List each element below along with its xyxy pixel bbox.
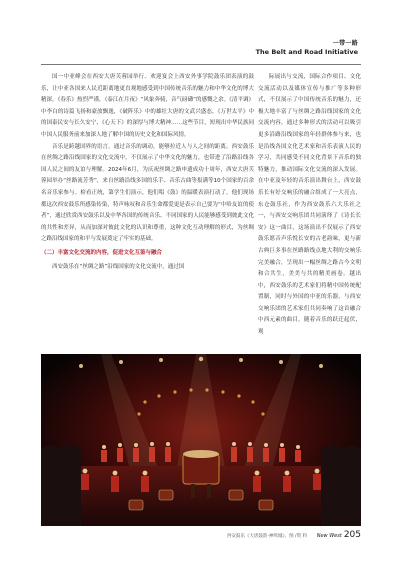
left-paragraph-2: 音乐是跨越国界的语言，通过音乐的调动，能够拉近人与人之间的距离。西安鼓乐在丝绸之路沿线国家的文化交流中，不仅展示了中华文化的魅力，也带进了沿路沿线各国人民之间的友谊与理解。2024年6月，为庆祝丝绸之路申遗成功十周年，西安大唐芙蓉园举办“丝路流芳秀”，来自丝路沿线多国的乐手、音乐古曲等报满等10个国家的百余名音乐家参与。检看正统，第学生们演示，他们唱《鼓》的温暖表演打动了。他们现场都这次西安鼓乐所感染传染，特声咏叹和音乐生命都爱更是表示自己要为“中哈友谊的使者”，通过欣赏西安鼓乐以及中华各国的传统音乐、不同国家的人民能够感受到彼此文化的共性和差异，从而加深对彼此文化的认识和尊重，这种文化互动理解的形式，为丝绸之路沿线国家的和平与发展奠定了牢实的基础。 — [41, 143, 254, 243]
stage-illustration — [41, 354, 361, 526]
magazine-name: New West — [316, 533, 342, 539]
running-header — [256, 38, 358, 56]
header-series-zh: 一带一路 — [332, 40, 358, 47]
left-text-column — [41, 72, 254, 354]
header-series-en: The Belt and Road Initiative — [255, 48, 358, 56]
performance-photo — [41, 354, 361, 526]
section-heading: （二）丰富文化交流的内容，促进文化互鉴与融合 — [41, 249, 163, 256]
page-footer — [317, 530, 361, 540]
left-paragraph-3: 西安鼓乐在“丝绸之路”沿线国家的文化交流中，通过国 — [52, 263, 185, 270]
photo-caption: 西安鼓乐《大唐鼓韵·神鸣城》。图 /资 料 — [226, 534, 307, 539]
header-rule — [41, 64, 361, 65]
right-paragraph-1: 际展出与交流，国际合作项目、文化交流活动以及媒体宣传与推广等多种形式，不仅展示了中国传统音乐的魅力，还极大地丰富了与丝绸之路沿线国家的文化交流内容。通过多种形式的活动可以吸引更多沿路沿线国家的年轻群体参与来，也是沿线各国文化艺术家和音乐表演人民的学习，共同感受不同文化背景下音乐的独特魅力，推动国际文化交流的深入发展。在中亚及年轻的音乐演出舞台上，西安鼓乐长有好交响乐的融合组成了一大亮点，东仓鼓乐社，作为西安鼓乐六大乐社之一，与西安交响乐团共同演绎了《诗长长安》这一曲目，这场演出不仅展示了西安鼓乐愿音声乐悦长安的古老韵味，更与新古典巨多事在丝路路线点地大利的交响乐完美融合，呈现出一幅丝绸之路古今文明和合共生，美美与共的精美画卷。越出中，西安鼓乐的艺术家们将精中国传统配置制，同时与外国的中亚的乐器，与西安交响乐团的艺术家们共同奏响了这首融合中西元素的曲目，随着音乐的跃迁起伏，观 — [258, 74, 361, 336]
page-number: 205 — [343, 530, 361, 540]
left-paragraph-1: 国一中亚峰会在西安大唐芙蓉园举行。欢迎宴会上西安外事学院鼓乐团表演的鼓乐，让中亚各国来人民近距离地更直观地感受到中国传统音乐的魅力和中华文化的博大精深。《春乐》热烈严谨，《泰江在月夜》“风象奔骑，音气磅礴”的感慨之余。《清平调》中李白的诗篇飞扬和豪放飘逸，《破阵乐》中的雄壮大唐的文武兴盛态，《万世太平》中的国泰民安与长久安宁、《心天下》的深厚与博大精神……这些节目，短现出中华民族同中国人民服务前来加深人地了解中国的历史文化和国际风情。 — [41, 74, 254, 138]
right-text-column — [258, 72, 361, 354]
